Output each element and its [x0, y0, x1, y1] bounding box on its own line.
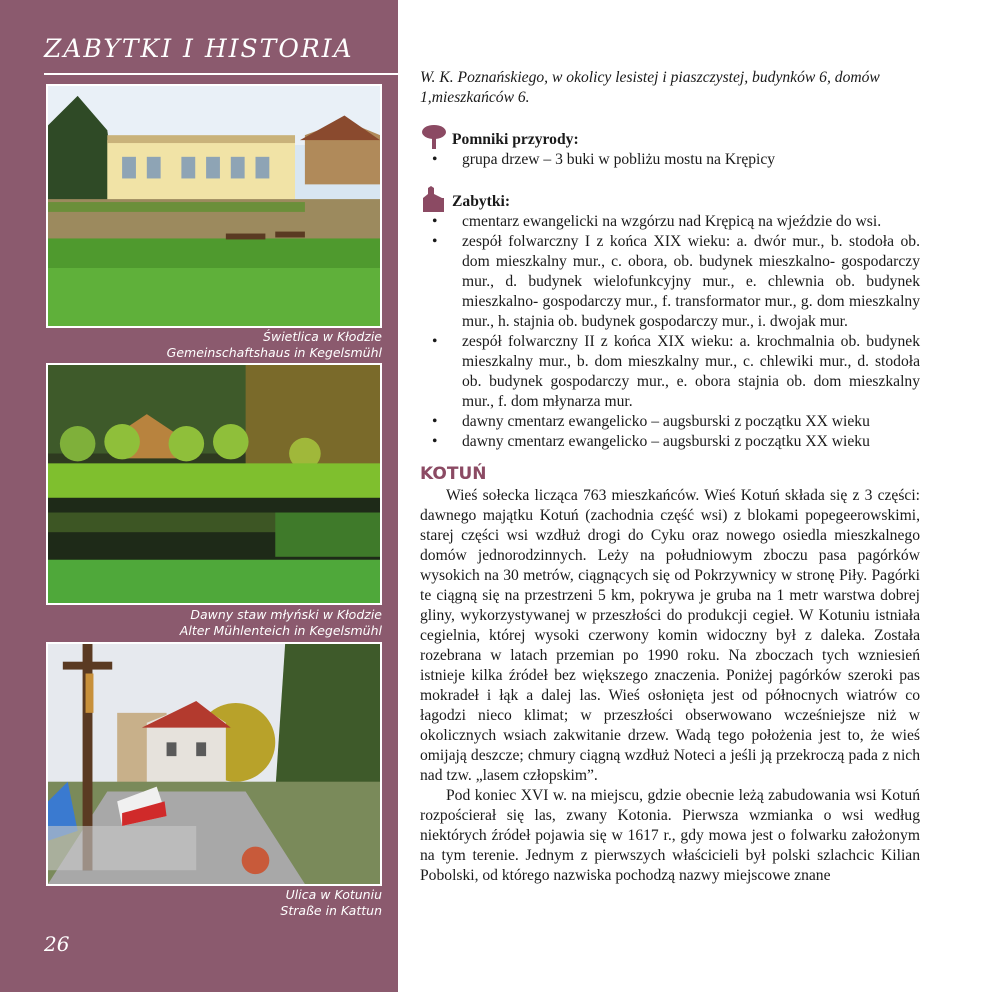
tree-icon: [420, 124, 448, 150]
photo-caption-3: [280, 887, 382, 919]
church-icon: [420, 186, 448, 212]
caption-pl: Świetlica w Kłodzie: [263, 329, 382, 344]
caption-pl: Ulica w Kotuniu: [285, 887, 382, 902]
kotun-street-image: [48, 644, 380, 884]
kotun-paragraph-2: Pod koniec XVI w. na miejscu, gdzie obecnie leżą zabudowania wsi Kotuń rozpościerał się las, zwany Kotonia. Pierwsza wzmianka o wsi według niektórych źródeł pojawia się w 1617 r., gdy mowa jest o folwarku założonym na tym terenie. Jednym z pierwszych właścicieli był polski szlachcic Kilian Pobolski, od którego nazwiska pochodzą nazwy miejscowe znane: [420, 787, 920, 884]
community-hall-image: [48, 86, 380, 326]
nature-list: [420, 150, 920, 170]
nature-heading-row: [420, 124, 920, 150]
list-item: • zespół folwarczny II z końca XIX wieku: a. krochmalnia ob. budynek mieszkalny mur., b. dom mieszkalny mur., c. chlewiki mur., d. stodoła ob. budynek gospodarczy mur., e. obora stajnia ob. dom mieszkalny mur., f. dom młynarza mur.: [420, 332, 920, 412]
photo-mill-pond: [46, 363, 382, 605]
list-item: • zespół folwarczny I z końca XIX wieku: a. dwór mur., b. stodoła ob. dom mieszkalny mur., c. obora, ob. budynek mieszkalno- gospodarczy mur., d. budynek wielofunkcyjny mur., e. chlewnia ob. budynek mieszkalno- gospodarczy mur., f. transformator mur., g. dom mieszkalny mur., h. stajnia ob. budynek gospodarczy mur., i. dwojak mur.: [420, 232, 920, 332]
list-item: • dawny cmentarz ewangelicko – augsburski z początku XX wieku: [420, 412, 920, 432]
main-content: [420, 68, 920, 886]
photo-community-hall: [46, 84, 382, 328]
monuments-heading: Zabytki:: [452, 193, 511, 210]
caption-de: Alter Mühlenteich in Kegelsmühl: [179, 623, 382, 638]
kotun-paragraph-1: Wieś sołecka licząca 763 mieszkańców. Wieś Kotuń składa się z 3 części: dawnego majątku Kotuń (zachodnia część wsi) z blokami popegeerowskimi, starej części wsi wzdłuż drogi do Cyku oraz nowego osiedla mieszkalnego domów jednorodzinnych. Leży na południowym zboczu pasa pagórków wysokich na 30 metrów, ciągnących się od Pokrzywnicy w stronę Piły. Pagórki te ciągną się na przestrzeni 5 km, pokrywa je gruba na 1 metr warstwa dobrej gliny, wykorzystywanej w przeszłości do produkcji cegieł. W Kotuniu istniała cegielnia, której wysoki czerwony komin widoczny był z daleka. Została rozebrana w latach przemian po 1990 roku. Na zboczach tych wzniesień istnieje kilka źródeł bez większego znaczenia. Poniżej pagórków szeroki pas mokradeł i łąk a dalej las. Wieś osłonięta jest od północnych wiatrów co łagodzi nieco klimat; w przeszłości obserwowano wcześniejsze niż w okolicznych wsiach zakwitanie drzew. Wadą tego położenia jest to, że wieś omijają deszcze; chmury ciągną wzdłuż Noteci a jeśli ją przekroczą pada z nich nad tzw. „lasem człopskim”.: [420, 487, 920, 784]
nature-heading: Pomniki przyrody:: [452, 131, 579, 148]
caption-pl: Dawny staw młyński w Kłodzie: [190, 607, 382, 622]
intro-text: W. K. Poznańskiego, w okolicy lesistej i piaszczystej, budynków 6, domów 1,mieszkańców 6.: [420, 69, 880, 106]
monuments-heading-row: [420, 186, 920, 212]
page-number: 26: [44, 932, 70, 956]
photo-caption-2: [180, 607, 382, 639]
caption-de: Straße in Kattun: [280, 903, 382, 918]
title-rule: [44, 73, 398, 75]
sidebar: [0, 0, 398, 992]
mill-pond-image: [48, 365, 380, 603]
photo-kotun-street: [46, 642, 382, 886]
photo-caption-1: [167, 329, 382, 361]
monuments-list: [420, 212, 920, 452]
list-item: • cmentarz ewangelicki na wzgórzu nad Krępicą na wjeździe do wsi.: [420, 212, 920, 232]
kotun-heading: KOTUŃ: [420, 464, 487, 484]
section-title: ZABYTKI I HISTORIA: [44, 34, 354, 63]
list-item: • dawny cmentarz ewangelicko – augsburski z początku XX wieku: [420, 432, 920, 452]
caption-de: Gemeinschaftshaus in Kegelsmühl: [166, 345, 382, 360]
list-item: • grupa drzew – 3 buki w pobliżu mostu na Krępicy: [420, 150, 920, 170]
